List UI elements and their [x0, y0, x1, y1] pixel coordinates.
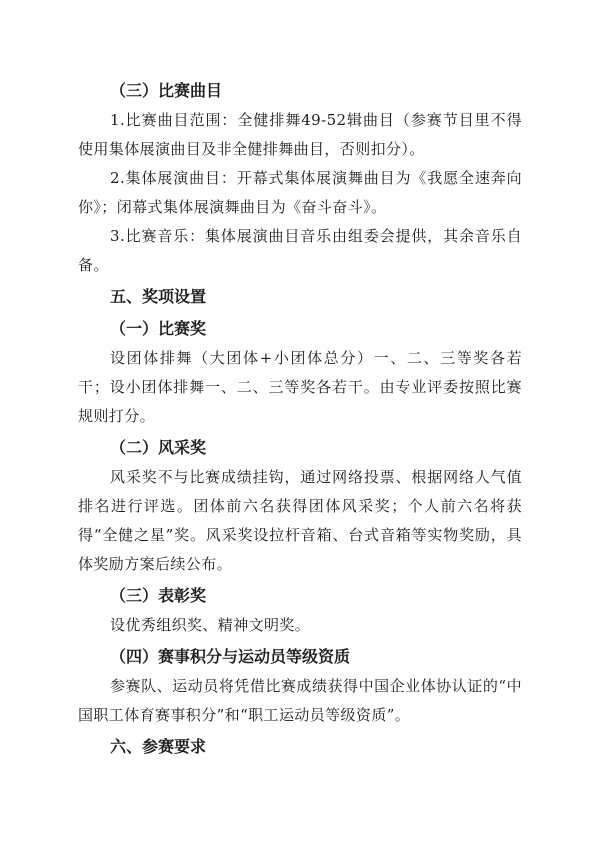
section-heading-awards: 五、奖项设置 — [110, 287, 207, 306]
subsection-heading-style-award: （二）风采奖 — [110, 438, 207, 457]
document-body — [78, 74, 522, 762]
subsection-heading-points-qualification: （四）赛事积分与运动员等级资质 — [110, 647, 351, 666]
paragraph-showcase-pieces: 2.集体展演曲目：开幕式集体展演舞曲目为《我愿全速奔向你》；闭幕式集体展演舞曲目为《奋斗奋斗》。 — [78, 169, 522, 216]
paragraph-points-qualification: 参赛队、运动员将凭借比赛成绩获得中国企业体协认证的“中国职工体育赛事积分”和“职工运动员等级资质”。 — [78, 677, 522, 724]
paragraph-repertoire-scope: 1.比赛曲目范围：全健排舞49-52辑曲目（参赛节目里不得使用集体展演曲目及非全健排舞曲目，否则扣分）。 — [78, 111, 522, 158]
paragraph-competition-award: 设团体排舞（大团体+小团体总分）一、二、三等奖各若干；设小团体排舞一、二、三等奖各若干。由专业评委按照比赛规则打分。 — [78, 349, 522, 425]
subsection-heading-competition-award: （一）比赛奖 — [110, 319, 207, 338]
section-heading-requirements: 六、参赛要求 — [110, 737, 207, 756]
paragraph-style-award: 风采奖不与比赛成绩挂钩，通过网络投票、根据网络人气值排名进行评选。团体前六名获得团体风采奖；个人前六名将获得“全健之星”奖。风采奖设拉杆音箱、台式音箱等实物奖励，具体奖励方案后续公布。 — [78, 468, 522, 573]
subsection-heading-commendation-award: （三）表彰奖 — [110, 586, 207, 605]
subsection-heading-repertoire: （三）比赛曲目 — [110, 81, 223, 100]
paragraph-competition-music: 3.比赛音乐：集体展演曲目音乐由组委会提供，其余音乐自备。 — [78, 227, 522, 274]
paragraph-commendation-award: 设优秀组织奖、精神文明奖。 — [110, 616, 311, 634]
